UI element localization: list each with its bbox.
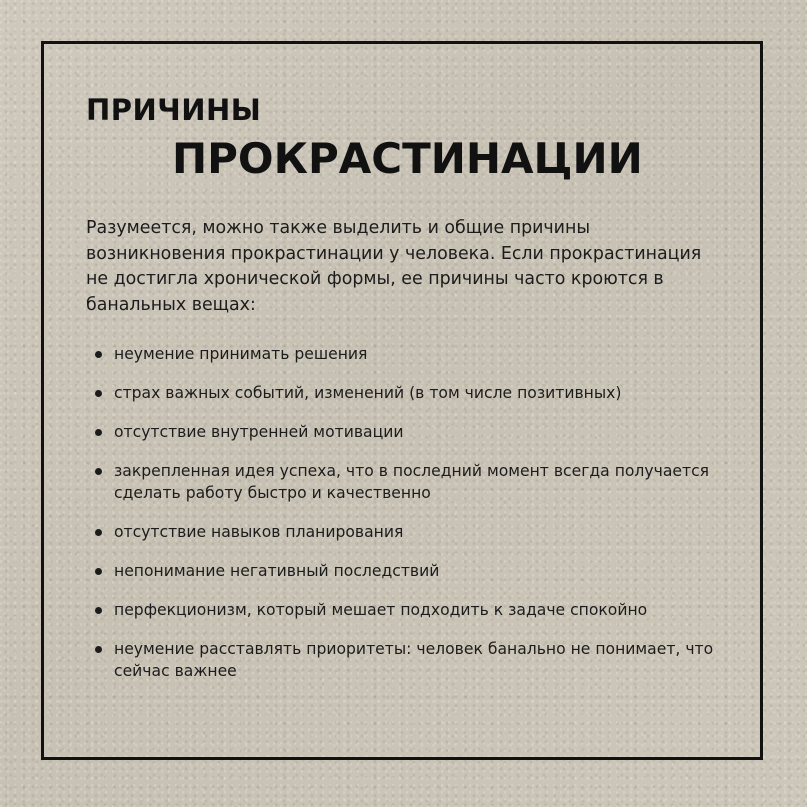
bullet-icon	[95, 351, 102, 358]
list-item-text: неумение расставлять приоритеты: человек банально не понимает, что сейчас важнее	[114, 640, 714, 680]
list-item	[95, 560, 735, 582]
bullet-icon	[95, 646, 102, 653]
title-line-2: ПРОКРАСТИНАЦИИ	[172, 134, 643, 183]
list-item-text: отсутствие навыков планирования	[114, 523, 404, 541]
list-item	[95, 638, 735, 682]
list-item	[95, 421, 735, 443]
list-item-text: закрепленная идея успеха, что в последний момент всегда получается сделать работу быстро и качественно	[114, 462, 710, 502]
list-item-text: непонимание негативный последствий	[114, 562, 440, 580]
bullet-icon	[95, 390, 102, 397]
causes-list	[95, 343, 735, 699]
bullet-icon	[95, 529, 102, 536]
intro-paragraph: Разумеется, можно также выделить и общие причины возникновения прокрастинации у человека. Если прокрастинация не достигла хронической формы, ее причины часто кроются в банальных вещах:	[86, 218, 702, 315]
list-item-text: перфекционизм, который мешает подходить к задаче спокойно	[114, 601, 648, 619]
list-item	[95, 343, 735, 365]
list-item-text: страх важных событий, изменений (в том числе позитивных)	[114, 384, 622, 402]
bullet-icon	[95, 607, 102, 614]
bullet-icon	[95, 468, 102, 475]
bullet-icon	[95, 429, 102, 436]
bullet-icon	[95, 568, 102, 575]
list-item-text: неумение принимать решения	[114, 345, 368, 363]
list-item-text: отсутствие внутренней мотивации	[114, 423, 404, 441]
list-item	[95, 382, 735, 404]
title-line-1: ПРИЧИНЫ	[86, 93, 262, 127]
list-item	[95, 521, 735, 543]
list-item	[95, 460, 735, 504]
list-item	[95, 599, 735, 621]
